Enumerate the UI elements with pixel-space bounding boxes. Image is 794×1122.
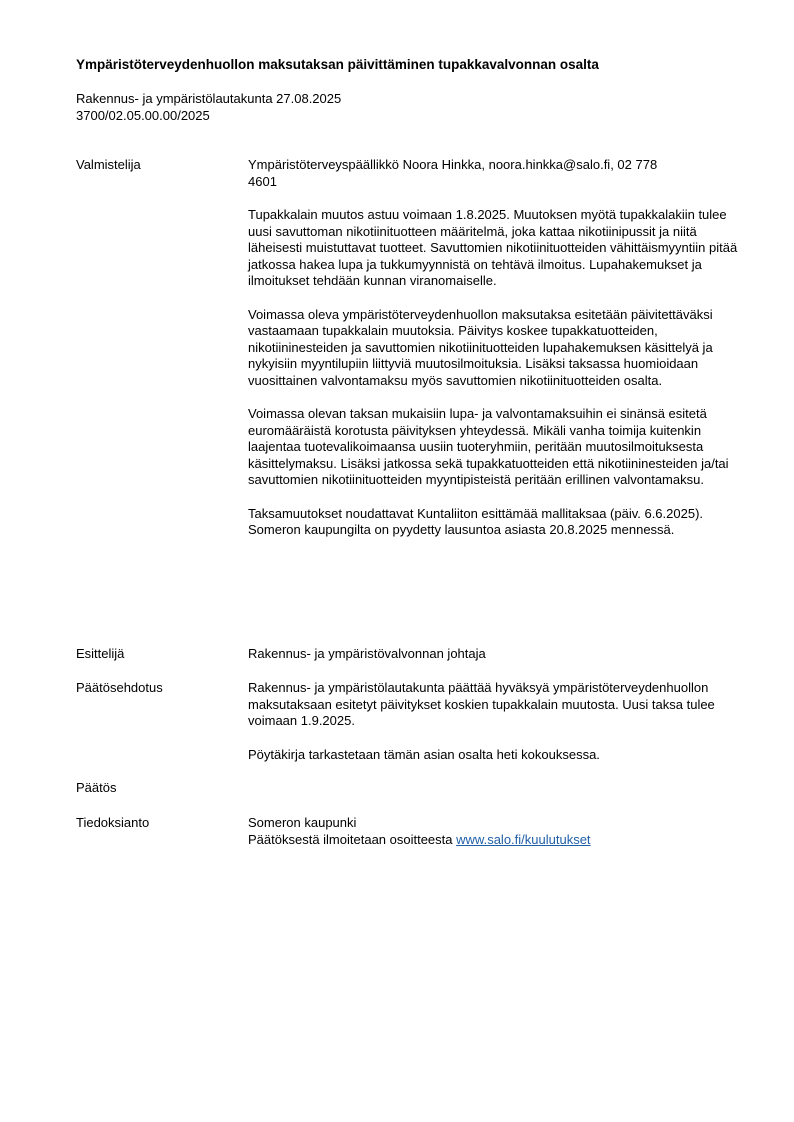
paatosehdotus-paragraph-1: Rakennus- ja ympäristölautakunta päättää hyväksyä ympäristöterveydenhuollon maksutaksaan esitetyt päivitykset koskien tupakkalain muutosta. Uusi taksa tulee voimaan 1.9.2025.: [248, 680, 715, 728]
valmistelija-label: Valmistelija: [76, 157, 141, 172]
paatosehdotus-label: Päätösehdotus: [76, 680, 163, 695]
paatosehdotus-content: [248, 680, 738, 780]
record-number: 3700/02.05.00.00/2025: [76, 107, 210, 123]
valmistelija-paragraph-1: Tupakkalain muutos astuu voimaan 1.8.2025. Muutoksen myötä tupakkalakiin tulee uusi savuttoman nikotiinituotteen määritelmä, joka kattaa nikotiinipussit ja niitä läheisesti muistuttavat tuotteet. Savuttomien nikotiinituotteiden vähittäismyyntiin pitää jatkossa hakea lupa ja tukkumyynnistä on tehtävä ilmoitus. Lupahakemukset ja ilmoitukset tehdään kunnan viranomaiselle.: [248, 207, 738, 288]
recipient: Someron kaupunki: [248, 815, 357, 830]
valmistelija-content: [248, 157, 738, 556]
valmistelija-paragraph-2: Voimassa oleva ympäristöterveydenhuollon maksutaksa esitetään päivitettäväksi vastaamaan tupakkalain muutoksia. Päivitys koskee tupakkatuotteiden, nikotiininesteiden ja savuttomien nikotiinituotteiden lupahakemuksen käsittelyä ja nykyisiin myyntilupiin liittyviä muutosilmoituksia. Lisäksi taksassa huomioidaan vuosittainen valvontamaksu myös savuttomien nikotiinituotteiden osalta.: [248, 306, 713, 388]
tiedoksianto-content: [248, 815, 738, 848]
preparer-line-1: Ympäristöterveyspäällikkö Noora Hinkka, noora.hinkka@salo.fi, 02 778: [248, 157, 658, 172]
esittelija-label: Esittelijä: [76, 646, 125, 661]
esittelija-text: Rakennus- ja ympäristövalvonnan johtaja: [248, 646, 486, 661]
meeting-name: Rakennus- ja ympäristölautakunta 27.08.2025: [76, 91, 342, 106]
tiedoksianto-label: Tiedoksianto: [76, 815, 150, 830]
preparer-line-2: 4601: [248, 173, 277, 189]
paatosehdotus-paragraph-2: Pöytäkirja tarkastetaan tämän asian osalta heti kokouksessa.: [248, 746, 600, 762]
valmistelija-paragraph-4: Taksamuutokset noudattavat Kuntaliiton esittämää mallitaksaa (päiv. 6.6.2025). Someron kaupungilta on pyydetty lausuntoa asiasta 20.8.2025 mennessä.: [248, 505, 704, 537]
notice-prefix: Päätöksestä ilmoitetaan osoitteesta: [248, 831, 453, 847]
announcements-link[interactable]: www.salo.fi/kuulutukset: [456, 831, 591, 847]
document-title: Ympäristöterveydenhuollon maksutaksan päivittäminen tupakkavalvonnan osalta: [76, 57, 599, 72]
valmistelija-paragraph-3: Voimassa olevan taksan mukaisiin lupa- ja valvontamaksuihin ei sinänsä esitetä euromääräistä korotusta päivityksen yhteydessä. Mikäli vanha toimija kuitenkin laajentaa tuotevalikoimaansa uusiin tuoteryhmiin, peritään muutosilmoituksesta käsittelymaksu. Lisäksi jatkossa sekä tupakkatuotteiden että nikotiininesteiden ja/tai savuttomien nikotiinituotteiden myyntipisteistä peritään erillinen valvontamaksu.: [248, 406, 729, 487]
meeting-info: [76, 91, 341, 124]
notice-line: [248, 832, 738, 849]
paatos-label: Päätös: [76, 780, 117, 795]
